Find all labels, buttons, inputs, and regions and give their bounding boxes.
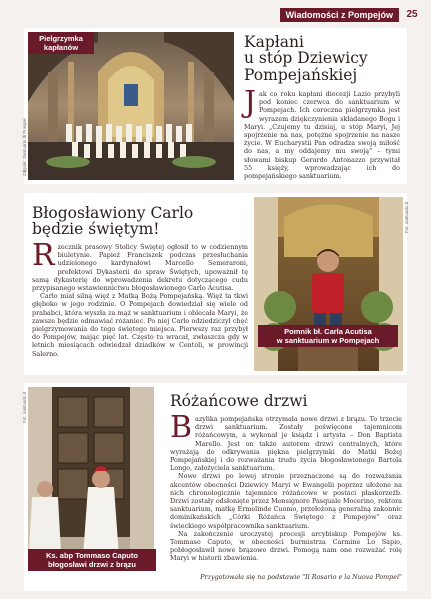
dropcap: J: [244, 85, 257, 120]
article-body: Jak co roku kapłani diecezji Lazio przybyli pod koniec czerwca do sanktuarium w Pompejach. Ich coroczna pielgrzymka jest wyrazem dziękczynienia składanego Bogu i Maryi. „Czujemy tu dzisiaj, u stóp Maryi, Jej spojrzenie na nas, potężne spojrzenie na nasze życie. W Eucharystii Pan odradza swoją miłość do nas, a my oddajemy mu swoją” – tymi słowami biskup Gerardo Antonazzo przywitał 55 księży, wprowadzając ich do pompejańskiego sanktuarium.: [244, 85, 400, 181]
basilica-interior-photo: [28, 32, 234, 180]
article-title: Różańcowe drzwi: [170, 392, 308, 410]
article-card-priests: [24, 28, 407, 184]
article-body: Rzecznik prasowy Stolicy Świętej ogłosił to w codziennym biuletynie. Papież Franciszek podczas przesłuchania udzielonego kardynałowi Marcello Semeraroni, prefektowi Dykasterii do spraw Świętych, upoważnił tę samą dykasterię do wprowadzenia dekretu dotyczącego cudu przypisanego wstawiennictwu błogosławionego Carlo Acutisa. Carlo miał silną więź z Matką Bożą Pompejańską. Więź ta tkwi głęboko w jego rodzinie. O Pompejach dowiedział się wiele od prababci, która wyszła za mąż w sanktuarium i oblecała Maryi, że zawsze będzie odmawiać różaniec. Po niej Carlo odziedziczył chęć pielgrzymowania do tego świętego miejsca. Pierwszy raz przybył do Pompejów, mając pięć lat. Często tu wracał, zwłaszcza gdy w letnich miesiącach odwiedzał dziadków w Centoli, w prowincji Salerno.: [32, 238, 248, 358]
article-title: Błogosławiony Carlo będzie świętym!: [32, 204, 194, 239]
photo-tag-carlo: Pomnik bł. Carla Acutisa w sanktuarium w Pompejach: [258, 325, 398, 347]
photo-credit: Fot. santuario.it: [22, 391, 27, 423]
bronze-door-photo: [28, 387, 154, 571]
dropcap: B: [170, 410, 193, 445]
article-card-doors: [24, 383, 407, 591]
page-number: 25: [406, 9, 418, 20]
article-card-carlo: [24, 193, 407, 375]
section-label: Wiadomości z Pompejów: [280, 8, 399, 22]
page-header: [0, 8, 431, 22]
article-title: Kapłani u stóp Dziewicy Pompejańskiej: [244, 33, 368, 84]
photo-tag-doors: Ks. abp Tommaso Caputo błogosławi drzwi z brązu: [28, 549, 156, 571]
source-note: Przygotowała się na podstawie "Il Rosario e la Nuova Pompei": [200, 573, 402, 581]
photo-credit: Fot. santuario.it: [404, 201, 409, 233]
article-body: Bazylika pompejańska otrzymała nowe drzwi z brązu. To trzecie drzwi sanktuarium. Zostały poświęcone tajemnicom różańcowym, a wykonał je ksiądz i artysta – Don Baptista Marello. Jest on także autorem drzwi centralnych, które wyrażają do odkrywania piękna pielgrzymki do Matki Bożej Pompejańskiej i do rozważania trudu życia błogosławionego Bartola Longo, założyciela sanktuarium. Nowe drzwi po lewej stronie przeznaczone są do rozważania akcentów obecności Dziewicy Maryi w Ewangelii poprzez ułożone na nich chronologicznie tajemnice różańcowe w postaci płaskorzeźb. Drzwi zostały odsłonięte przez Monsignore Pasquale Mocerino, rektora sanktuarium, matkę Ermelinde Cuomo, przełożoną generalną zakonnic dominikańskich „Córki Różańca Świętego z Pompejów” oraz świeckiego współpracownika sanktuarium. Na zakończenie uroczystej procesji arcybiskup Pompejów ks. Tommaso Caputo, w obecności burmistrza Carmine Lo Sapio, pobłogosławił nowe brązowe drzwi. Pomogą nam one rozważać rolę Maryi w historii zbawienia.: [170, 410, 402, 563]
photo-tag-priests: Pielgrzymka kapłanów: [28, 32, 94, 54]
photo-credit: Zdjęcie: Santuario di Pompei: [22, 118, 27, 176]
dropcap: R: [32, 238, 55, 273]
